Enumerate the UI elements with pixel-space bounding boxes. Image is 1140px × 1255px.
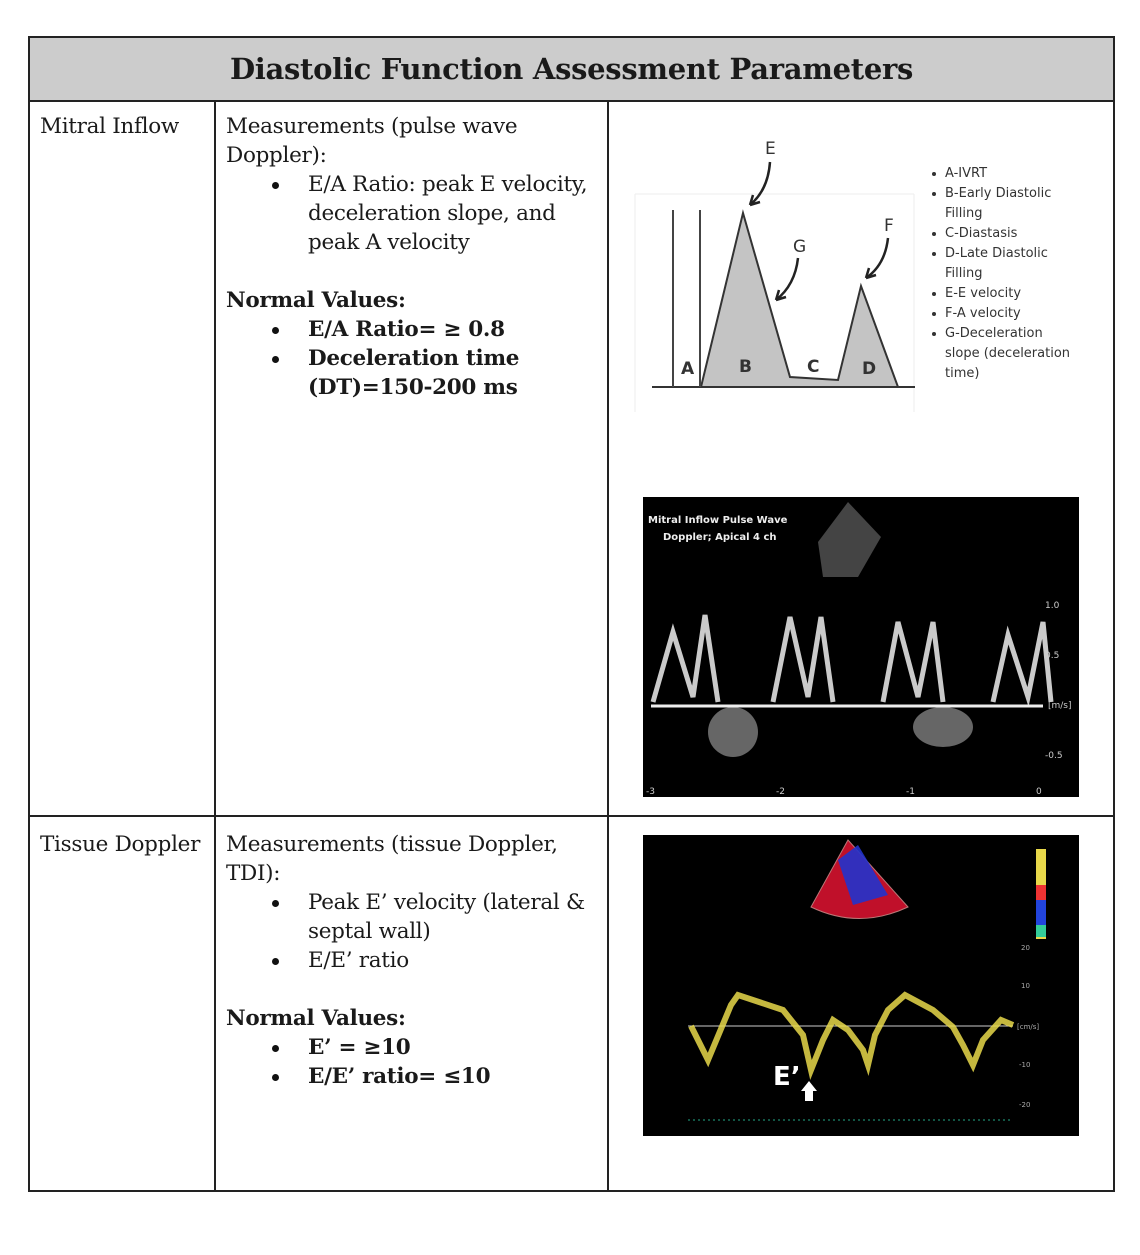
measurement-item: E/A Ratio: peak E velocity, deceleration slope, and peak A velocity xyxy=(308,170,601,257)
normal-value-item: E’ = ≥10 xyxy=(308,1033,601,1062)
y-tick: [cm/s] xyxy=(1017,1023,1040,1031)
tissue-doppler-details xyxy=(226,830,601,1091)
row-label-tissue-doppler: Tissue Doppler xyxy=(40,832,201,857)
x-tick: -1 xyxy=(906,787,915,797)
y-tick: 10 xyxy=(1021,982,1030,990)
y-tick: 0.5 xyxy=(1045,651,1060,661)
normal-values-heading: Normal Values: xyxy=(226,1006,406,1031)
mitral-inflow-diagram xyxy=(630,130,930,420)
region-label: A xyxy=(681,359,695,379)
measurement-item: Peak E’ velocity (lateral & septal wall) xyxy=(308,888,601,946)
normal-value-item: E/A Ratio= ≥ 0.8 xyxy=(308,315,601,344)
legend-item: B-Early Diastolic Filling xyxy=(930,184,1070,224)
legend-item: D-Late Diastolic Filling xyxy=(930,244,1070,284)
legend-item: A-IVRT xyxy=(930,164,1070,184)
normal-values-heading: Normal Values: xyxy=(226,288,406,313)
y-tick: -0.5 xyxy=(1045,751,1063,761)
measurements-heading: Measurements (tissue Doppler, TDI): xyxy=(226,832,558,886)
arrow-label: E xyxy=(765,139,776,159)
y-tick: -10 xyxy=(1019,1061,1031,1069)
y-tick: 1.0 xyxy=(1045,601,1060,611)
doppler-trace xyxy=(653,615,1051,702)
x-tick: 0 xyxy=(1036,787,1042,797)
column-divider xyxy=(214,100,216,1190)
table-title: Diastolic Function Assessment Parameters xyxy=(30,38,1113,102)
mitral-doppler-image xyxy=(643,497,1079,797)
diagram-legend xyxy=(930,164,1070,384)
echo-sector xyxy=(818,502,881,577)
normal-value-item: Deceleration time (DT)=150-200 ms xyxy=(308,344,601,402)
y-tick: -20 xyxy=(1019,1101,1031,1109)
tdi-trace xyxy=(691,995,1013,1070)
region-label: D xyxy=(862,359,877,379)
up-arrow-icon xyxy=(801,1081,817,1101)
region-label: C xyxy=(807,357,820,377)
arrow-label: G xyxy=(793,237,807,257)
legend-item: G-Deceleration slope (deceleration time) xyxy=(930,324,1070,384)
tissue-doppler-image xyxy=(643,835,1079,1136)
normal-value-item: E/E’ ratio= ≤10 xyxy=(308,1062,601,1091)
x-tick: -3 xyxy=(646,787,655,797)
e-prime-annotation: E’ xyxy=(773,1062,801,1092)
legend-item: E-E velocity xyxy=(930,284,1070,304)
row-divider xyxy=(30,815,1113,817)
row-label-mitral-inflow: Mitral Inflow xyxy=(40,114,179,139)
y-tick: 20 xyxy=(1021,944,1030,952)
column-divider xyxy=(607,100,609,1190)
y-tick: [m/s] xyxy=(1048,701,1072,711)
arrow-label: F xyxy=(884,216,894,236)
measurement-item: E/E’ ratio xyxy=(308,946,601,975)
measurements-heading: Measurements (pulse wave Doppler): xyxy=(226,114,518,168)
x-tick: -2 xyxy=(776,787,785,797)
legend-item: F-A velocity xyxy=(930,304,1070,324)
image-caption: Doppler; Apical 4 ch xyxy=(663,532,777,543)
image-caption: Mitral Inflow Pulse Wave xyxy=(648,515,788,526)
legend-item: C-Diastasis xyxy=(930,224,1070,244)
mitral-inflow-details xyxy=(226,112,601,402)
region-label: B xyxy=(739,357,752,377)
